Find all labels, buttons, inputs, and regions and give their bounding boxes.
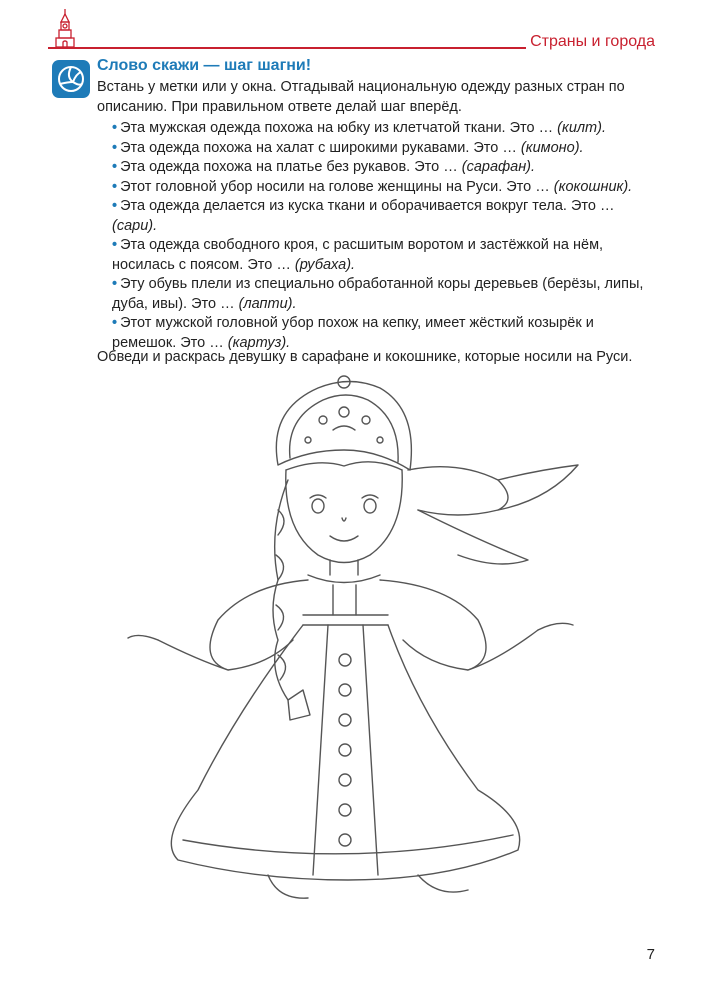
bullet-icon: • xyxy=(112,237,118,253)
task-intro: Встань у метки или у окна. Отгадывай национальную одежду разных стран по описанию. При правильном ответе делай шаг вперёд. xyxy=(97,79,625,115)
quiz-item-answer: (килт). xyxy=(557,120,606,136)
bullet-icon: • xyxy=(112,315,118,331)
task-title: Слово скажи — шаг шагни! xyxy=(97,57,312,74)
quiz-item xyxy=(112,178,657,198)
quiz-item-text: Эта одежда похожа на платье без рукавов. Это … xyxy=(120,159,458,175)
section-title: Страны и города xyxy=(530,33,655,50)
page-number: 7 xyxy=(646,946,655,963)
quiz-item-answer: (сарафан). xyxy=(461,159,536,175)
coloring-illustration xyxy=(118,370,638,930)
quiz-item-answer: (сари). xyxy=(112,217,158,234)
bullet-icon: • xyxy=(112,159,118,175)
quiz-item-text: Этот головной убор носили на голове женщины на Руси. Это … xyxy=(120,178,550,195)
coloring-instruction: Обведи и раскрась девушку в сарафане и кокошнике, которые носили на Руси. xyxy=(97,349,633,365)
quiz-item xyxy=(112,236,657,275)
quiz-item xyxy=(112,197,657,236)
quiz-item-text: Эта одежда похожа на халат с широкими рукавами. Это … xyxy=(120,139,517,156)
quiz-item-text: Эта мужская одежда похожа на юбку из клетчатой ткани. Это … xyxy=(120,120,554,136)
quiz-item-text: Этот мужской головной убор похож на кепку, имеет жёсткий козырёк и ремешок. Это … xyxy=(112,315,594,351)
quiz-item xyxy=(112,158,657,178)
bullet-icon: • xyxy=(112,178,118,195)
quiz-item-answer: (лапти). xyxy=(238,295,297,312)
volleyball-icon xyxy=(52,60,90,98)
kremlin-tower-icon xyxy=(50,8,80,48)
quiz-item-text: Эта одежда делается из куска ткани и оборачивается вокруг тела. Это … xyxy=(120,198,615,214)
quiz-list xyxy=(112,119,657,353)
bullet-icon: • xyxy=(112,120,118,136)
bullet-icon: • xyxy=(112,198,118,214)
quiz-item-answer: (кимоно). xyxy=(520,139,584,156)
header-rule xyxy=(48,47,526,49)
quiz-item xyxy=(112,275,657,314)
quiz-item-text: Эту обувь плели из специально обработанной коры деревьев (берёзы, липы, дуба, ивы). Это … xyxy=(112,276,644,312)
quiz-item-answer: (картуз). xyxy=(227,334,291,351)
quiz-item-answer: (рубаха). xyxy=(294,256,356,273)
quiz-item xyxy=(112,139,657,159)
quiz-item-answer: (кокошник). xyxy=(553,178,633,195)
quiz-item xyxy=(112,119,657,139)
quiz-item-text: Эта одежда свободного кроя, с расшитым воротом и застёжкой на нём, носилась с поясом. Это … xyxy=(112,237,604,273)
bullet-icon: • xyxy=(112,276,118,292)
bullet-icon: • xyxy=(112,139,118,156)
